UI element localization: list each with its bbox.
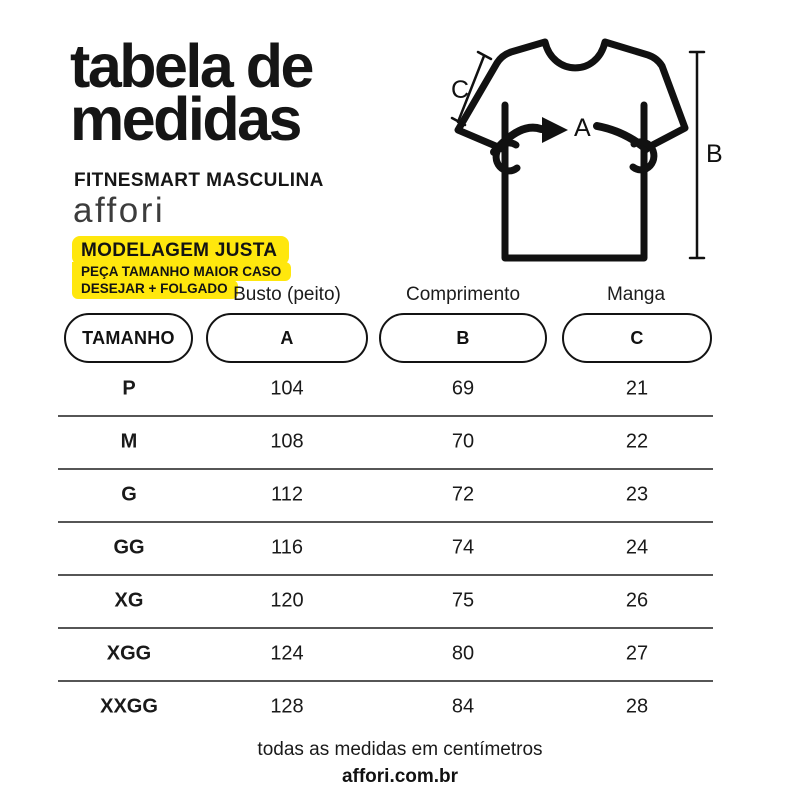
row-chest: 116	[271, 536, 303, 558]
fit-note-line2: PEÇA TAMANHO MAIOR CASO	[72, 262, 291, 281]
brand-logo: affori	[73, 191, 166, 230]
row-length: 72	[451, 483, 475, 505]
row-sleeve: 28	[625, 695, 649, 717]
row-length: 84	[451, 695, 475, 717]
row-size: XXGG	[100, 695, 158, 717]
page-title-line2: medidas	[70, 85, 300, 153]
page-title	[70, 32, 312, 153]
row-divider	[58, 574, 713, 576]
row-divider	[58, 627, 713, 629]
row-length: 80	[451, 642, 475, 664]
row-length: 74	[451, 536, 475, 558]
row-length: 70	[451, 430, 475, 452]
row-sleeve: 26	[625, 589, 649, 611]
size-table	[0, 362, 800, 733]
column-header-length: Comprimento	[405, 284, 521, 305]
page-title-line1: tabela de	[70, 32, 312, 100]
fit-note-line3: DESEJAR + FOLGADO	[72, 280, 238, 299]
diagram-label-sleeve: C	[451, 76, 470, 104]
pill-b: B	[379, 313, 547, 363]
row-divider	[58, 521, 713, 523]
row-divider	[58, 468, 713, 470]
table-row	[0, 574, 800, 627]
collection-subtitle: FITNESMART MASCULINA	[74, 170, 324, 191]
table-row	[0, 680, 800, 733]
pill-c: C	[562, 313, 712, 363]
column-header-chest: Busto (peito)	[233, 284, 341, 305]
column-header-sleeve: Manga	[606, 284, 666, 305]
row-size: XG	[114, 589, 144, 611]
row-size: G	[121, 483, 137, 505]
row-chest: 124	[270, 642, 304, 664]
row-sleeve: 27	[625, 642, 649, 664]
diagram-label-chest: A	[574, 114, 591, 142]
row-divider	[58, 415, 713, 417]
row-size: P	[122, 377, 136, 399]
row-length: 69	[451, 377, 475, 399]
row-sleeve: 24	[625, 536, 649, 558]
table-row	[0, 415, 800, 468]
row-length: 75	[451, 589, 475, 611]
row-size: M	[120, 430, 138, 452]
row-sleeve: 22	[625, 430, 649, 452]
table-row	[0, 627, 800, 680]
units-note: todas as medidas em centímetros	[257, 739, 543, 760]
row-chest: 104	[270, 377, 304, 399]
row-size: GG	[113, 536, 145, 558]
pill-a: A	[206, 313, 368, 363]
length-measure-line	[690, 52, 704, 258]
row-chest: 112	[271, 483, 303, 505]
tape-loops-icon	[496, 142, 654, 171]
table-row	[0, 362, 800, 415]
size-pill: TAMANHO	[64, 313, 193, 363]
chest-arrowhead-icon	[542, 117, 568, 143]
website-text: affori.com.br	[341, 766, 459, 787]
row-sleeve: 21	[625, 377, 649, 399]
row-chest: 128	[270, 695, 304, 717]
diagram-label-length: B	[706, 140, 723, 168]
row-chest: 120	[270, 589, 304, 611]
table-row	[0, 521, 800, 574]
row-divider	[58, 680, 713, 682]
row-sleeve: 23	[625, 483, 649, 505]
row-chest: 108	[270, 430, 304, 452]
fit-note-line1: MODELAGEM JUSTA	[72, 236, 289, 265]
row-size: XGG	[106, 642, 152, 664]
tshirt-measurement-diagram	[448, 22, 748, 272]
table-row	[0, 468, 800, 521]
